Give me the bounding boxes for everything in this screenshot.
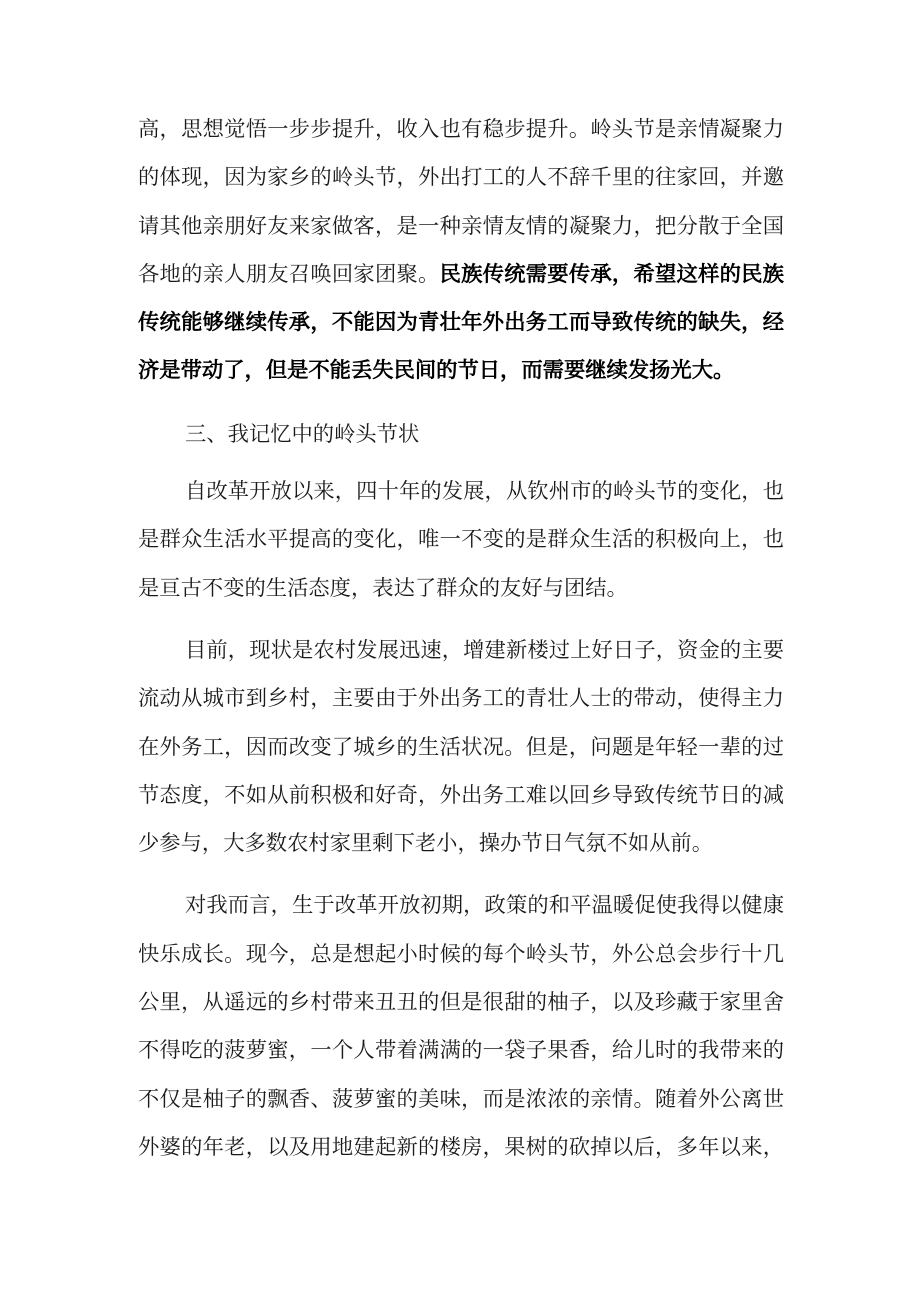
- paragraph-line: 少参与，大多数农村家里剩下老小，操办节日气氛不如从前。: [138, 831, 714, 857]
- paragraph-line-mixed: [138, 251, 784, 299]
- paragraph-line: 是群众生活水平提高的变化，唯一不变的是群众生活的积极向上，也: [138, 527, 784, 553]
- paragraph-line: 不得吃的菠萝蜜，一个人带着满满的一袋子果香，给儿时的我带来的: [138, 1038, 784, 1064]
- paragraph-line-bold: 传统能够继续传承，不能因为青壮年外出务工而导致传统的缺失，经: [138, 310, 784, 336]
- paragraph-line-bold: 济是带动了，但是不能丢失民间的节日，而需要继续发扬光大。: [138, 358, 735, 384]
- document-body: [138, 106, 784, 1172]
- paragraph-3: [138, 627, 784, 868]
- paragraph-line: 对我而言，生于改革开放初期，政策的和平温暖促使我得以健康: [185, 893, 784, 919]
- paragraph-2: [138, 468, 784, 613]
- paragraph-line: 不仅是柚子的飘香、菠萝蜜的美味，而是浓浓的亲情。随着外公离世: [138, 1086, 784, 1112]
- paragraph-line: 节态度，不如从前积极和好奇，外出务工难以回乡导致传统节日的减: [138, 782, 784, 808]
- section-heading: 三、我记忆中的岭头节状: [185, 421, 420, 447]
- paragraph-4: [138, 882, 784, 1172]
- bold-text: 民族传统需要传承，希望这样的民族: [439, 261, 784, 287]
- normal-text: 各地的亲人朋友召唤回家团聚。: [138, 261, 440, 287]
- paragraph-line: 的体现，因为家乡的岭头节，外出打工的人不辞千里的往家回，并邀: [138, 165, 784, 191]
- paragraph-line: 请其他亲朋好友来家做客，是一种亲情友情的凝聚力，把分散于全国: [138, 213, 784, 239]
- paragraph-line: 外婆的年老，以及用地建起新的楼房，果树的砍掉以后，多年以来，: [138, 1134, 784, 1160]
- paragraph-line: 自改革开放以来，四十年的发展，从钦州市的岭头节的变化，也: [185, 479, 784, 505]
- paragraph-line: 高，思想觉悟一步步提升，收入也有稳步提升。岭头节是亲情凝聚力: [138, 117, 784, 142]
- paragraph-line: 是亘古不变的生活态度，表达了群众的友好与团结。: [138, 575, 628, 601]
- paragraph-1: [138, 106, 784, 396]
- paragraph-line: 快乐成长。现今，总是想起小时候的每个岭头节，外公总会步行十几: [138, 941, 784, 967]
- paragraph-line: 流动从城市到乡村，主要由于外出务工的青壮人士的带动，使得主力: [138, 686, 784, 712]
- paragraph-line: 在外务工，因而改变了城乡的生活状况。但是，问题是年轻一辈的过: [138, 734, 784, 760]
- paragraph-line: 目前，现状是农村发展迅速，增建新楼过上好日子，资金的主要: [185, 637, 784, 663]
- paragraph-line: 公里，从遥远的乡村带来丑丑的但是很甜的柚子，以及珍藏于家里舍: [138, 990, 784, 1016]
